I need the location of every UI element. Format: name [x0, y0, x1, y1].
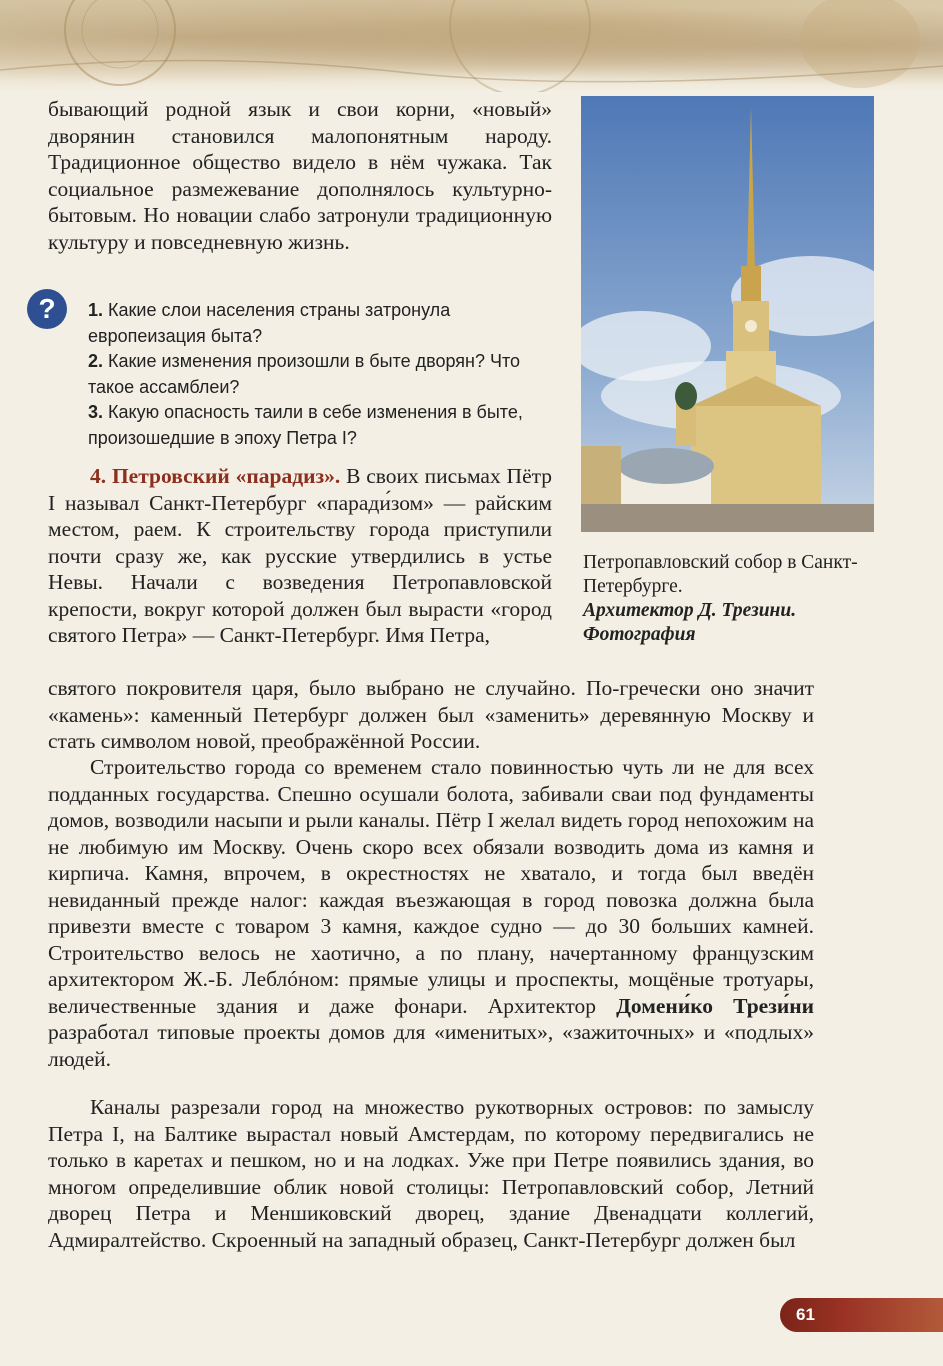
review-questions	[88, 298, 552, 451]
caption-type: Фотография	[583, 624, 696, 645]
svg-text:?: ?	[38, 293, 56, 324]
question-icon	[26, 288, 68, 330]
caption-architect: Архитектор Д. Трезини.	[583, 600, 797, 621]
question-text: Какие слои населения страны затронула европеизация быта?	[88, 300, 451, 346]
top-decorative-banner	[0, 0, 943, 92]
section-first-paragraph	[48, 463, 552, 649]
construction-paragraph	[48, 754, 814, 1072]
banner-ornament	[0, 0, 943, 92]
intro-paragraph: бывающий родной язык и свои корни, «новый» дворянин становился малопонятным народу. Традиционное общество видело в нём чужака. Так социальное размежевание дополнялось культурно-бытовым. Но новации слабо затронули традиционную культуру и повседневную жизнь.	[48, 97, 552, 254]
photo-caption	[583, 551, 883, 647]
architect-name: Домени́ко Трези́ни	[616, 993, 814, 1018]
question-item	[88, 400, 552, 451]
construction-text-end: разработал типовые проекты домов для «именитых», «зажиточных» и «подлых» людей.	[48, 1020, 814, 1071]
section-text-narrow: В своих письмах Пётр I называл Санкт-Петербург «паради́зом» — райским местом, раем. К строительству города приступили почти сразу же, как русские утвердились в устье Невы. Начали с возведения Петропавловской крепости, вокруг которой должен был вырасти «город святого Петра» — Санкт-Петербург. Имя Петра,	[48, 464, 553, 647]
question-number: 2.	[88, 351, 104, 371]
question-number: 1.	[88, 300, 104, 320]
question-text: Какую опасность таили в себе изменения в быте, произошедшие в эпоху Петра I?	[88, 402, 523, 448]
page-number: 61	[796, 1305, 815, 1324]
section-first-paragraph-continued: святого покровителя царя, было выбрано не случайно. По-гречески оно значит «камень»: каменный Петербург должен был «заменить» деревянную Москву и стать символом новой, преображённой России.	[48, 676, 814, 753]
cathedral-photo	[581, 96, 874, 532]
section-number: 4.	[90, 464, 107, 488]
question-item	[88, 298, 552, 349]
section-title: Петровский «парадиз».	[111, 464, 341, 488]
canals-paragraph: Каналы разрезали город на множество рукотворных островов: по замыслу Петра I, на Балтике вырастал новый Амстердам, по которому передвигались не только в каретах и пешком, но и на лодках. Уже при Петре появились здания, во многом определившие облик новой столицы: Петропавловский собор, Летний дворец Петра и Меншиковский дворец, здание Двенадцати коллегий, Адмиралтейство. Скроенный на западный образец, Санкт-Петербург должен был	[48, 1095, 814, 1252]
caption-title: Петропавловский собор в Санкт-Петербурге.	[583, 552, 858, 597]
question-number: 3.	[88, 402, 104, 422]
question-text: Какие изменения произошли в быте дворян? Что такое ассамблеи?	[88, 351, 521, 397]
question-item	[88, 349, 552, 400]
construction-text: Строительство города со временем стало повинностью чуть ли не для всех подданных государства. Спешно осушали болота, забивали сваи под фундаменты домов, возводили насыпи и рыли каналы. Пётр I желал видеть город непохожим на не любимую им Москву. Очень скоро всех обязали возводить дома из камня и кирпича. Камня, впрочем, в окрестностях не хватало, и тогда был введён невиданный прежде налог: каждая въезжающая в город повозка должна была привезти вместе с товаром 3 камня, каждое судно — до 30 больших камней. Строительство велось не хаотично, а по плану, начертанному французским архитектором Ж.-Б. Леблóном: прямые улицы и проспекты, мощёные тротуары, величественные здания и даже фонари. Архитектор	[48, 755, 814, 1018]
